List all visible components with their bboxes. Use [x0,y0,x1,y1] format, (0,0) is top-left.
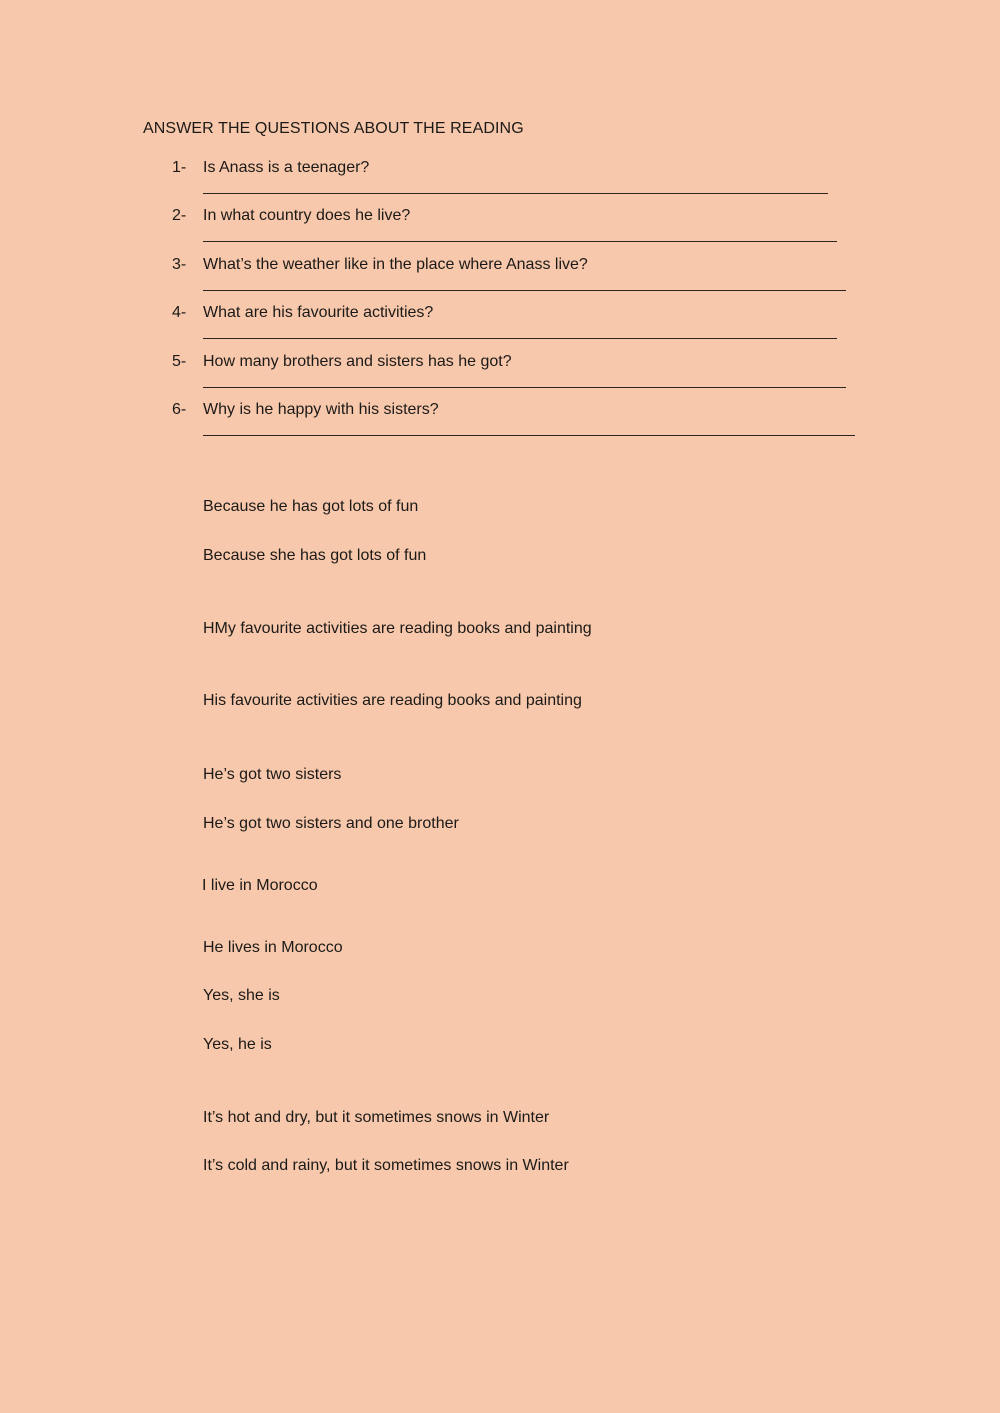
question-text: Why is he happy with his sisters? [203,401,439,418]
question-6 [0,401,1000,449]
question-text: In what country does he live? [203,207,411,224]
answer-line[interactable] [203,338,837,339]
question-text: How many brothers and sisters has he got? [203,353,512,370]
answer-option[interactable]: It’s cold and rainy, but it sometimes snows in Winter [203,1157,569,1174]
question-5 [0,353,1000,401]
answer-option[interactable]: Because she has got lots of fun [203,547,427,564]
question-number: 5- [172,353,187,370]
question-number: 6- [172,401,187,418]
answer-option[interactable]: He’s got two sisters [203,766,342,783]
answer-option[interactable]: Because he has got lots of fun [203,498,419,515]
answer-option[interactable]: Yes, she is [203,987,280,1004]
answer-option[interactable]: It’s hot and dry, but it sometimes snows in Winter [203,1109,550,1126]
answer-line[interactable] [203,193,828,194]
worksheet-heading: ANSWER THE QUESTIONS ABOUT THE READING [143,120,524,137]
answer-line[interactable] [203,435,855,436]
answer-line[interactable] [203,241,837,242]
answer-line[interactable] [203,387,846,388]
question-2 [0,207,1000,255]
question-text: Is Anass is a teenager? [203,159,370,176]
question-text: What are his favourite activities? [203,304,434,321]
answer-option[interactable]: He’s got two sisters and one brother [203,815,459,832]
question-number: 3- [172,256,187,273]
answer-line[interactable] [203,290,846,291]
question-number: 2- [172,207,187,224]
question-1 [0,159,1000,207]
question-number: 4- [172,304,187,321]
answer-option[interactable]: I live in Morocco [202,877,318,894]
answer-option[interactable]: HMy favourite activities are reading books and painting [203,620,592,637]
question-number: 1- [172,159,187,176]
answer-option[interactable]: He lives in Morocco [203,939,343,956]
answer-option[interactable]: Yes, he is [203,1036,272,1053]
question-4 [0,304,1000,352]
answer-option[interactable]: His favourite activities are reading books and painting [203,692,582,709]
question-text: What’s the weather like in the place where Anass live? [203,256,588,273]
question-3 [0,256,1000,304]
